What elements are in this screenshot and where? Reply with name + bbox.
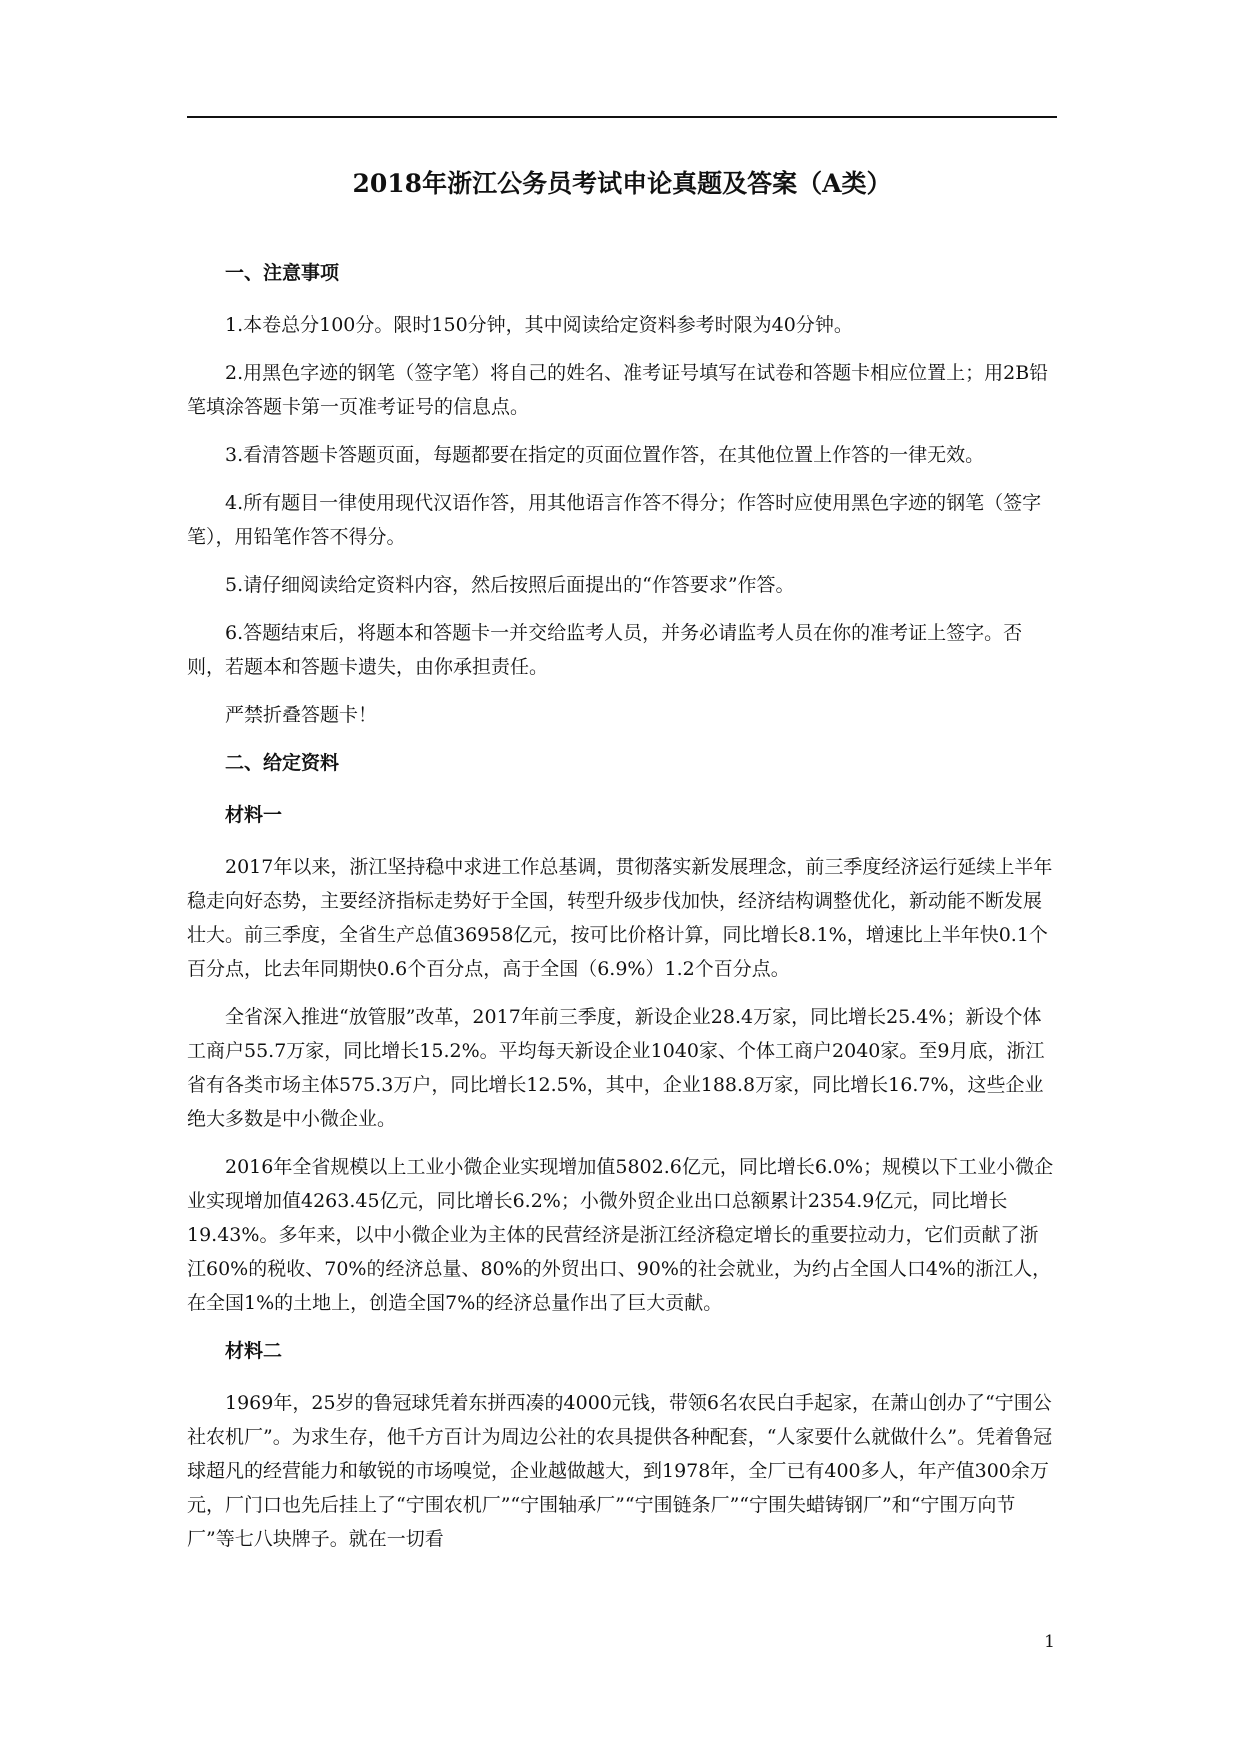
- material-2-paragraph-1: 1969年，25岁的鲁冠球凭着东拼西凑的4000元钱，带领6名农民白手起家，在萧山创办了“宁围公社农机厂”。为求生存，他千方百计为周边公社的农具提供各种配套，“人家要什么就做什么”。凭着鲁冠球超凡的经营能力和敏锐的市场嗅觉，企业越做越大，到1978年，全厂已有400多人，年产值300余万元，厂门口也先后挂上了“宁围农机厂”“宁围轴承厂”“宁围链条厂”“宁围失蜡铸钢厂”和“宁围万向节厂”等七八块牌子。就在一切看: [187, 1392, 1053, 1550]
- section-heading-notes: 一、注意事项: [225, 262, 340, 284]
- note-item-6: 6.答题结束后，将题本和答题卡一并交给监考人员，并务必请监考人员在你的准考证上签字。否则，若题本和答题卡遗失，由你承担责任。: [187, 622, 1023, 678]
- note-item-4: 4.所有题目一律使用现代汉语作答，用其他语言作答不得分；作答时应使用黑色字迹的钢笔（签字笔），用铅笔作答不得分。: [187, 492, 1042, 548]
- material-1-paragraph-1: 2017年以来，浙江坚持稳中求进工作总基调，贯彻落实新发展理念，前三季度经济运行延续上半年稳走向好态势，主要经济指标走势好于全国，转型升级步伐加快，经济结构调整优化，新动能不断发展壮大。前三季度，全省生产总值36958亿元，按可比价格计算，同比增长8.1%，增速比上半年快0.1个百分点，比去年同期快0.6个百分点，高于全国（6.9%）1.2个百分点。: [187, 856, 1053, 980]
- note-item-5: 5.请仔细阅读给定资料内容，然后按照后面提出的“作答要求”作答。: [225, 574, 795, 596]
- material-1-heading: 材料一: [225, 804, 283, 826]
- material-2-heading: 材料二: [225, 1340, 283, 1362]
- page-number: 1: [1044, 1632, 1055, 1652]
- material-1-paragraph-2: 全省深入推进“放管服”改革，2017年前三季度，新设企业28.4万家，同比增长25.4%；新设个体工商户55.7万家，同比增长15.2%。平均每天新设企业1040家、个体工商户2040家。至9月底，浙江省有各类市场主体575.3万户，同比增长12.5%，其中，企业188.8万家，同比增长16.7%，这些企业绝大多数是中小微企业。: [187, 1006, 1045, 1130]
- header-rule: [187, 116, 1057, 118]
- document-title: 2018年浙江公务员考试申论真题及答案（A类）: [352, 169, 892, 198]
- fold-warning: 严禁折叠答题卡！: [225, 704, 378, 726]
- note-item-1: 1.本卷总分100分。限时150分钟，其中阅读给定资料参考时限为40分钟。: [225, 314, 853, 336]
- note-item-2: 2.用黑色字迹的钢笔（签字笔）将自己的姓名、准考证号填写在试卷和答题卡相应位置上；用2B铅笔填涂答题卡第一页准考证号的信息点。: [187, 362, 1049, 418]
- material-1-paragraph-3: 2016年全省规模以上工业小微企业实现增加值5802.6亿元，同比增长6.0%；规模以下工业小微企业实现增加值4263.45亿元，同比增长6.2%；小微外贸企业出口总额累计2354.9亿元，同比增长19.43%。多年来，以中小微企业为主体的民营经济是浙江经济稳定增长的重要拉动力，它们贡献了浙江60%的税收、70%的经济总量、80%的外贸出口、90%的社会就业，为约占全国人口4%的浙江人，在全国1%的土地上，创造全国7%的经济总量作出了巨大贡献。: [187, 1156, 1054, 1314]
- document-body: [187, 256, 1057, 1570]
- note-item-3: 3.看清答题卡答题页面，每题都要在指定的页面位置作答，在其他位置上作答的一律无效。: [225, 444, 985, 466]
- section-heading-materials: 二、给定资料: [225, 752, 340, 774]
